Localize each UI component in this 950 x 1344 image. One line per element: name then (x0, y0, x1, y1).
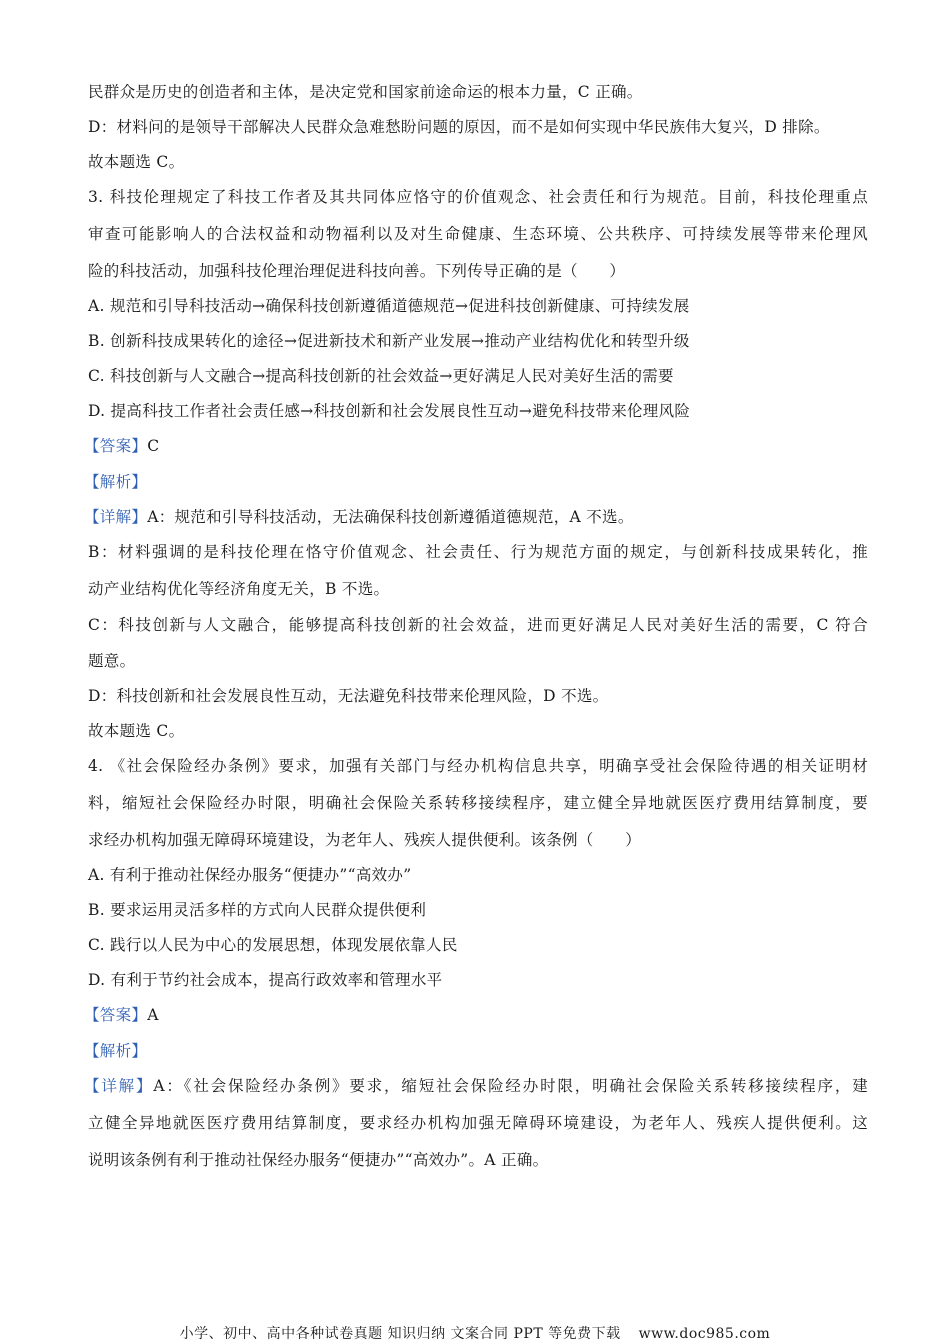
text-line: B：材料强调的是科技伦理在恪守价值观念、社会责任、行为规范方面的规定，与创新科技成果转化，推 (88, 543, 868, 561)
detail-line (84, 507, 864, 527)
analysis-tag: 【解析】 (84, 1042, 148, 1060)
text-line: 立健全异地就医医疗费用结算制度，要求经办机构加强无障碍环境建设，为老年人、残疾人提供便利。这 (88, 1114, 868, 1132)
text-line: 故本题选 C。 (88, 153, 185, 171)
detail-line (84, 1076, 868, 1096)
detail-text: A：规范和引导科技活动，无法确保科技创新遵循道德规范，A 不选。 (147, 508, 634, 526)
detail-text: A：《社会保险经办条例》要求，缩短社会保险经办时限，明确社会保险关系转移接续程序，建 (153, 1077, 869, 1095)
option-d: D. 有利于节约社会成本，提高行政效率和管理水平 (88, 971, 443, 989)
text-line: D：材料问的是领导干部解决人民群众急难愁盼问题的原因，而不是如何实现中华民族伟大复兴，D 排除。 (88, 118, 830, 136)
text-line: 故本题选 C。 (88, 722, 185, 740)
option-b: B. 要求运用灵活多样的方式向人民群众提供便利 (88, 901, 427, 919)
footer-site-link[interactable]: www.doc985.com (638, 1326, 771, 1342)
option-a: A. 有利于推动社保经办服务“便捷办”“高效办” (88, 866, 412, 884)
detail-tag: 【详解】 (84, 1077, 154, 1095)
analysis-line (84, 1041, 864, 1061)
text-line: D：科技创新和社会发展良性互动，无法避免科技带来伦理风险，D 不选。 (88, 687, 609, 705)
question-3-stem: 险的科技活动，加强科技伦理治理促进科技向善。下列传导正确的是（ ） (88, 262, 626, 280)
question-4-stem: 4. 《社会保险经办条例》要求，加强有关部门与经办机构信息共享，明确享受社会保险待遇的相关证明材 (88, 757, 868, 775)
analysis-tag: 【解析】 (84, 473, 148, 491)
option-c: C. 科技创新与人文融合→提高科技创新的社会效益→更好满足人民对美好生活的需要 (88, 367, 674, 385)
footer-text: 小学、初中、高中各种试卷真题 知识归纳 文案合同 PPT 等免费下载 (179, 1326, 621, 1342)
text-line: C：科技创新与人文融合，能够提高科技创新的社会效益，进而更好满足人民对美好生活的需要，C 符合 (88, 616, 868, 634)
question-3-stem: 3. 科技伦理规定了科技工作者及其共同体应恪守的价值观念、社会责任和行为规范。目前，科技伦理重点 (88, 188, 868, 206)
answer-line (84, 436, 864, 456)
answer-value: C (147, 437, 160, 455)
option-a: A. 规范和引导科技活动→确保科技创新遵循道德规范→促进科技创新健康、可持续发展 (88, 297, 690, 315)
answer-line (84, 1005, 864, 1025)
option-c: C. 践行以人民为中心的发展思想，体现发展依靠人民 (88, 936, 458, 954)
question-4-stem: 料，缩短社会保险经办时限，明确社会保险关系转移接续程序，建立健全异地就医医疗费用结算制度，要 (88, 794, 868, 812)
page-footer (0, 1323, 950, 1343)
detail-tag: 【详解】 (84, 508, 148, 526)
answer-tag: 【答案】 (84, 437, 148, 455)
text-line: 民群众是历史的创造者和主体，是决定党和国家前途命运的根本力量，C 正确。 (88, 83, 643, 101)
text-line: 说明该条例有利于推动社保经办服务“便捷办”“高效办”。A 正确。 (88, 1151, 549, 1169)
question-4-stem: 求经办机构加强无障碍环境建设，为老年人、残疾人提供便利。该条例（ ） (88, 831, 642, 849)
option-b: B. 创新科技成果转化的途径→促进新技术和新产业发展→推动产业结构优化和转型升级 (88, 332, 690, 350)
answer-tag: 【答案】 (84, 1006, 148, 1024)
analysis-line (84, 472, 864, 492)
question-3-stem: 审查可能影响人的合法权益和动物福利以及对生命健康、生态环境、公共秩序、可持续发展等带来伦理风 (88, 225, 868, 243)
text-line: 题意。 (88, 652, 136, 670)
text-line: 动产业结构优化等经济角度无关，B 不选。 (88, 580, 390, 598)
answer-value: A (147, 1006, 159, 1024)
option-d: D. 提高科技工作者社会责任感→科技创新和社会发展良性互动→避免科技带来伦理风险 (88, 402, 691, 420)
